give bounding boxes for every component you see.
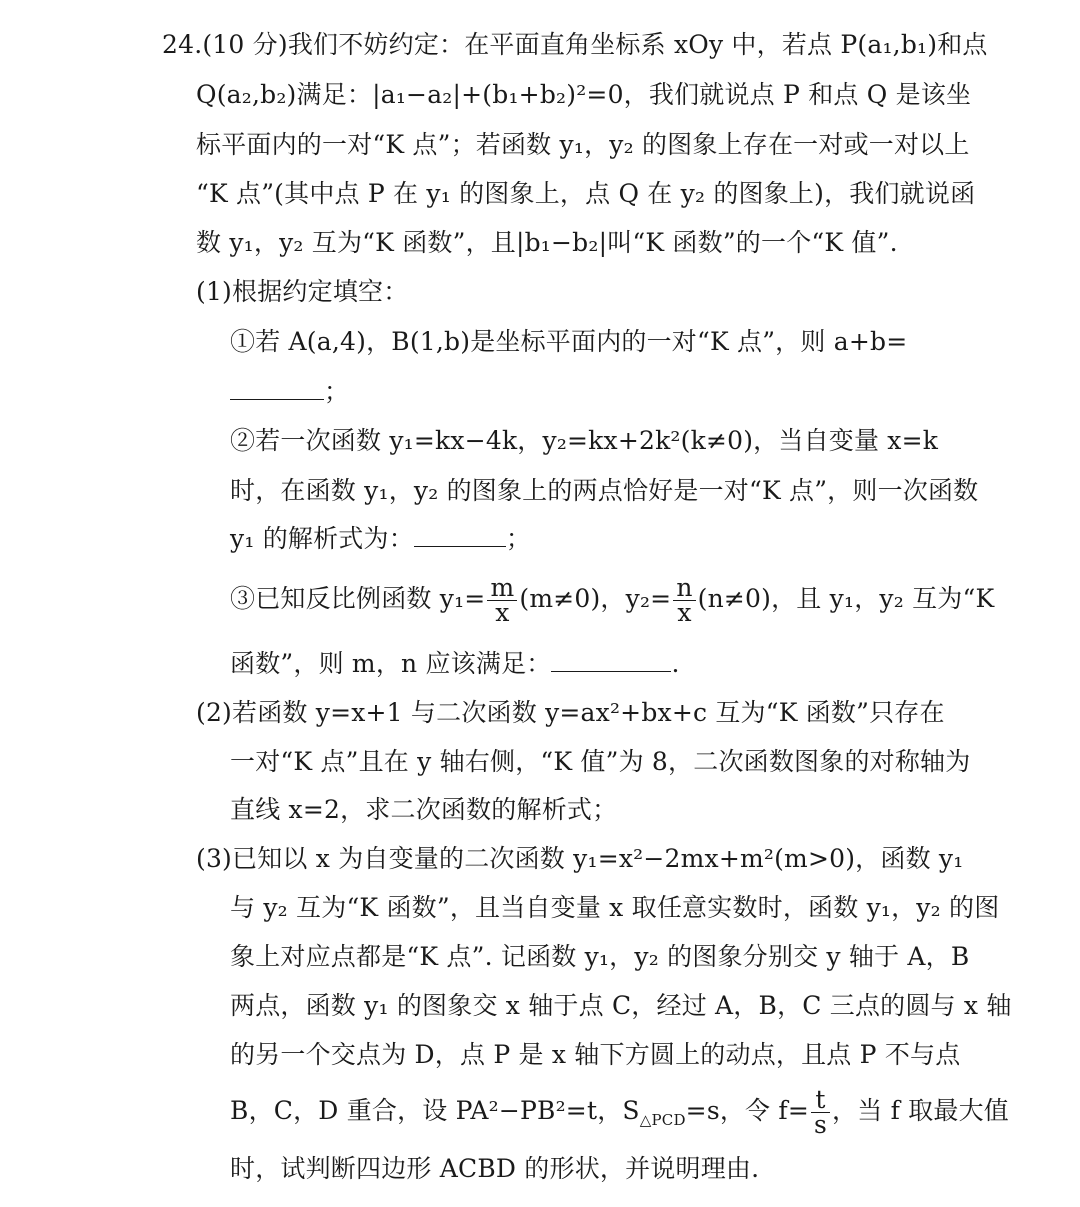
part1-q2-line2: 时，在函数 y₁，y₂ 的图象上的两点恰好是一对“K 点”，则一次函数: [230, 476, 979, 505]
part1-q3-line1: [230, 570, 994, 628]
part3-line-2: 与 y₂ 互为“K 函数”，且当自变量 x 取任意实数时，函数 y₁，y₂ 的图: [230, 893, 1000, 922]
problem-line-2: Q(a₂,b₂)满足：|a₁−a₂|+(b₁+b₂)²=0，我们就说点 P 和点 Q 是该坐: [196, 80, 972, 109]
part1-q1-line2: [230, 375, 349, 409]
part3-line-3: 象上对应点都是“K 点”. 记函数 y₁，y₂ 的图象分别交 y 轴于 A，B: [230, 942, 970, 971]
fraction-numerator: m: [487, 576, 517, 601]
part1-q2-line3-text: y₁ 的解析式为：: [230, 524, 414, 553]
part1-q3-line2-text: 函数”，则 m，n 应该满足：: [230, 649, 552, 678]
fraction-numerator: t: [811, 1088, 830, 1113]
part3-line-4: 两点，函数 y₁ 的图象交 x 轴于点 C，经过 A，B，C 三点的圆与 x 轴: [230, 991, 1012, 1020]
answer-blank: [414, 524, 506, 547]
fraction-denominator: x: [495, 598, 510, 627]
part1-intro: (1)根据约定填空：: [196, 277, 409, 306]
part1-q2-line3-end: ；: [505, 524, 532, 553]
part2-line-1: (2)若函数 y=x+1 与二次函数 y=ax²+bx+c 互为“K 函数”只存在: [196, 698, 945, 727]
fraction-m-over-x: [487, 573, 517, 627]
part3-line6-text-a: B，C，D 重合，设 PA²−PB²=t，S: [230, 1096, 640, 1125]
part3-line-5: 的另一个交点为 D，点 P 是 x 轴下方圆上的动点，且点 P 不与点: [230, 1040, 961, 1069]
part1-q1-line1: ①若 A(a,4)，B(1,b)是坐标平面内的一对“K 点”，则 a+b=: [230, 327, 908, 356]
problem-line-3: 标平面内的一对“K 点”；若函数 y₁，y₂ 的图象上存在一对或一对以上: [196, 130, 970, 159]
answer-blank: [230, 377, 324, 400]
part1-q3-text-a: ③已知反比例函数 y₁=: [230, 584, 486, 613]
part3-line6-text-c: ，当 f 取最大值: [832, 1096, 1009, 1125]
part1-q1-end: ；: [324, 377, 350, 406]
fraction-n-over-x: [673, 573, 695, 627]
triangle-pcd-subscript: △PCD: [639, 1111, 686, 1129]
part3-line6-text-b: =s，令 f=: [685, 1096, 809, 1125]
fraction-t-over-s: [811, 1085, 830, 1139]
part1-q3-text-c: (n≠0)，且 y₁，y₂ 互为“K: [697, 584, 995, 613]
part1-q2-line1: ②若一次函数 y₁=kx−4k，y₂=kx+2k²(k≠0)，当自变量 x=k: [230, 426, 939, 455]
part1-q3-line2-end: .: [671, 649, 680, 678]
part2-line-2: 一对“K 点”且在 y 轴右侧，“K 值”为 8，二次函数图象的对称轴为: [230, 747, 971, 776]
part3-line-6: [230, 1082, 1009, 1149]
fraction-numerator: n: [673, 576, 695, 601]
answer-blank: [551, 649, 671, 672]
part1-q3-line2: [230, 647, 680, 681]
fraction-denominator: s: [814, 1110, 828, 1139]
fraction-denominator: x: [677, 598, 692, 627]
part2-line-3: 直线 x=2，求二次函数的解析式；: [230, 795, 618, 824]
part1-q3-text-b: (m≠0)，y₂=: [519, 584, 672, 613]
part1-q2-line3: [230, 522, 531, 556]
part3-line-1: (3)已知以 x 为自变量的二次函数 y₁=x²−2mx+m²(m>0)，函数 y₁: [196, 844, 964, 873]
problem-line-1: 24.(10 分)我们不妨约定：在平面直角坐标系 xOy 中，若点 P(a₁,b₁)和点: [162, 30, 988, 59]
part3-line-7: 时，试判断四边形 ACBD 的形状，并说明理由.: [230, 1154, 760, 1183]
problem-line-4: “K 点”(其中点 P 在 y₁ 的图象上，点 Q 在 y₂ 的图象上)，我们就说函: [196, 179, 976, 208]
problem-line-5: 数 y₁，y₂ 互为“K 函数”，且|b₁−b₂|叫“K 函数”的一个“K 值”.: [196, 228, 898, 257]
